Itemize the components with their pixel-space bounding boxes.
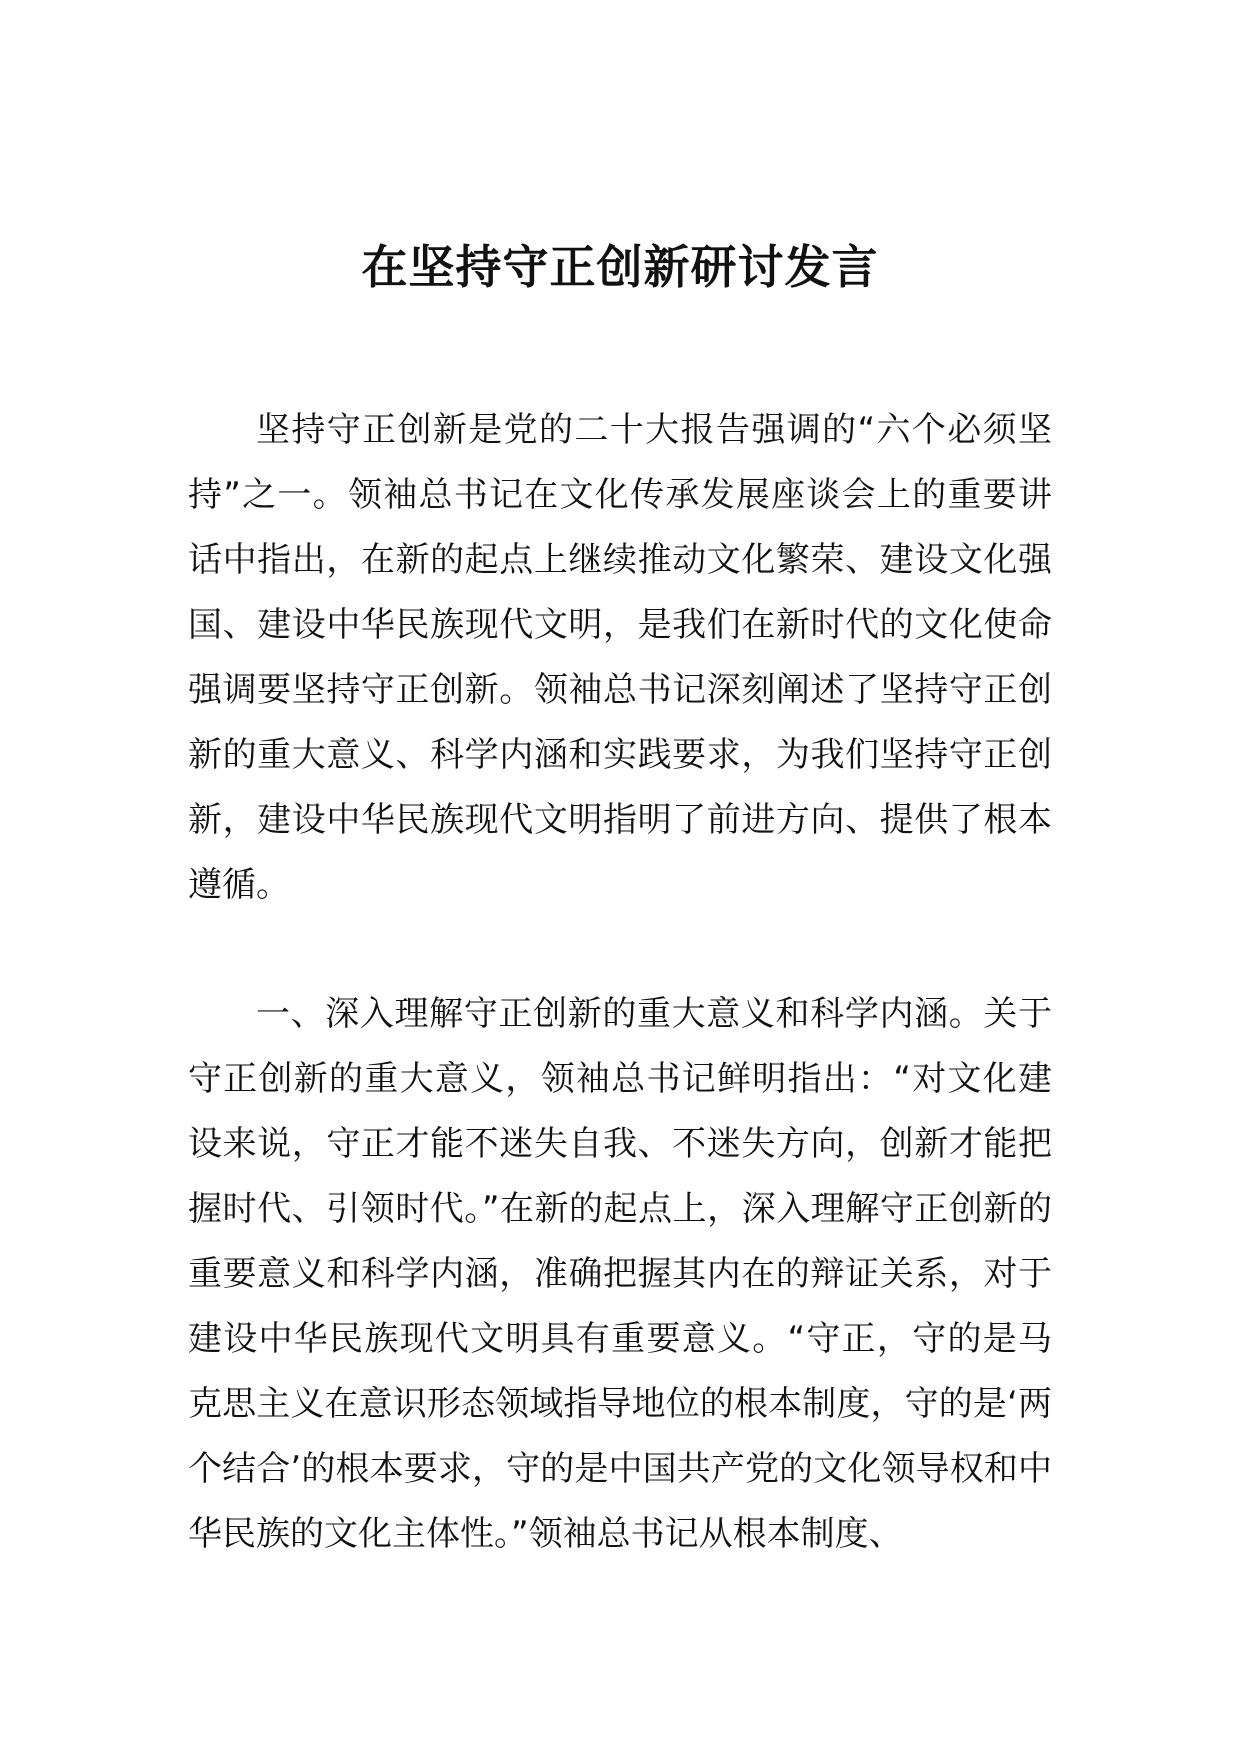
document-title: 在坚持守正创新研讨发言 [361, 239, 879, 294]
paragraph-section-one: 一、深入理解守正创新的重大意义和科学内涵。关于守正创新的重大意义，领袖总书记鲜明指出：“对文化建设来说，守正才能不迷失自我、不迷失方向，创新才能把握时代、引领时代。”在新的起点上，深入理解守正创新的重要意义和科学内涵，准确把握其内在的辩证关系，对于建设中华民族现代文明具有重要意义。“守正，守的是马克思主义在意识形态领域指导地位的根本制度，守的是‘两个结合’的根本要求，守的是中国共产党的文化领导权和中华民族的文化主体性。”领袖总书记从根本制度、 [188, 994, 1052, 1554]
paragraph-intro: 坚持守正创新是党的二十大报告强调的“六个必须坚持”之一。领袖总书记在文化传承发展座谈会上的重要讲话中指出，在新的起点上继续推动文化繁荣、建设文化强国、建设中华民族现代文明，是我们在新时代的文化使命强调要坚持守正创新。领袖总书记深刻阐述了坚持守正创新的重大意义、科学内涵和实践要求，为我们坚持守正创新，建设中华民族现代文明指明了前进方向、提供了根本遵循。 [188, 410, 1052, 905]
